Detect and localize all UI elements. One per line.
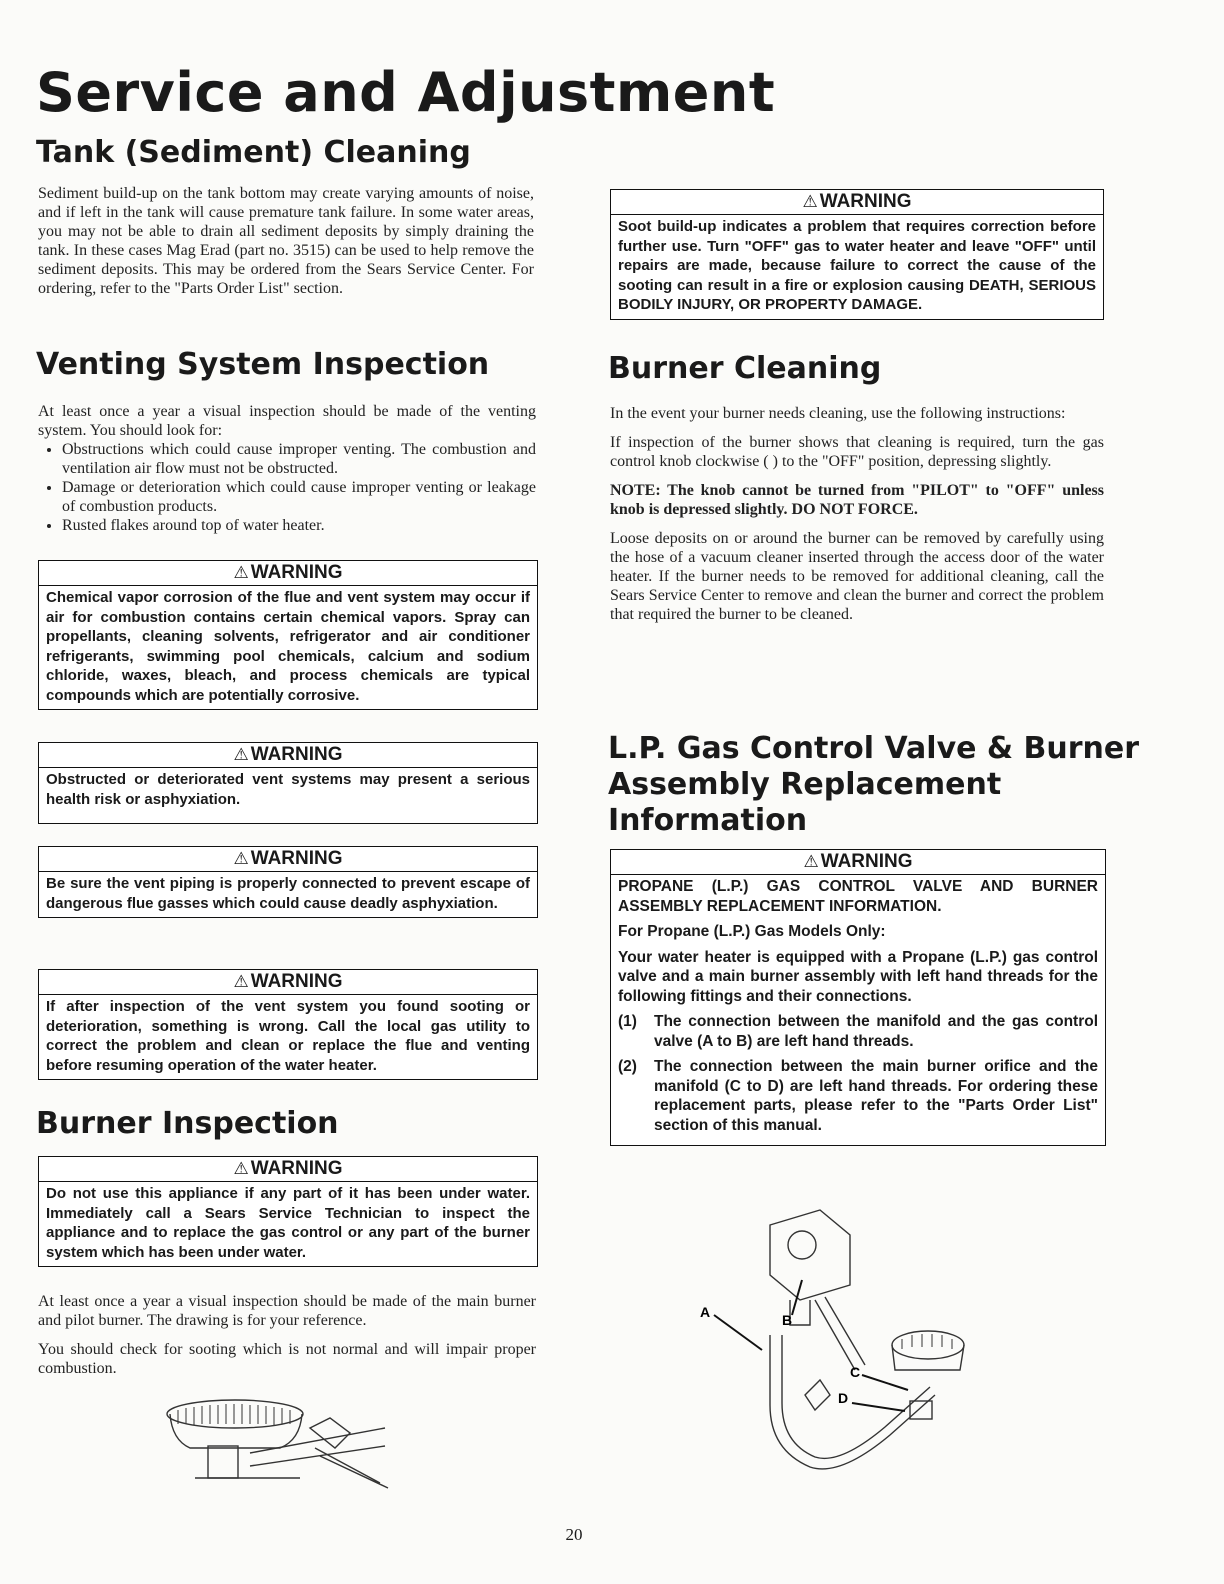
lp-heading-line: Information [608,803,808,838]
burner-inspection-text [38,1292,536,1388]
warning-triangle-icon: ⚠ [233,563,249,582]
warning-box-obstructed [38,742,538,824]
label-a: A [700,1304,711,1320]
page-title: Service and Adjustment [36,61,776,124]
warning-label: WARNING [819,191,912,212]
venting-intro: At least once a year a visual inspection should be made of the venting system. You should look for: [38,403,536,439]
warning-triangle-icon: ⚠ [233,745,249,764]
warning-header [39,970,537,995]
burner-cleaning-p3: Loose deposits on or around the burner can be removed by carefully using the hose of a vacuum cleaner inserted through the access door of the water heater. If the burner needs to be removed for additional cleaning, call the Sears Service Center to remove and clean the burner and correct the problem that required the burner to be cleaned. [610,530,1104,623]
warning-label: WARNING [250,1158,343,1179]
lp-heading-line: Assembly Replacement [608,767,1002,802]
propane-body: Your water heater is equipped with a Propane (L.P.) gas control valve and a main burner assembly with left hand threads for the following fittings and their connections. [618,948,1098,1005]
warning-text: Do not use this appliance if any part of it has been under water. Immediately call a Sears Service Technician to inspect the appliance and to replace the gas control or any part of the burner system which has been under water. [46,1185,530,1261]
warning-header [39,743,537,768]
label-c: C [850,1364,861,1380]
venting-section [38,402,536,535]
item-text: The connection between the main burner orifice and the manifold (C to D) are left hand threads. For ordering these replacement parts, please refer to the "Parts Order List" section of this manual. [654,1058,1098,1134]
warning-triangle-icon: ⚠ [803,852,819,871]
gas-valve-diagram [690,1205,990,1495]
warning-label: WARNING [250,744,343,765]
list-item: • Rusted flakes around top of water heater. [62,516,536,535]
warning-box-soot [610,189,1104,320]
burner-cleaning-heading: Burner Cleaning [608,351,882,386]
warning-header [611,850,1105,875]
warning-box-chemical [38,560,538,710]
burner-inspection-p1: At least once a year a visual inspection should be made of the main burner and pilot burner. The drawing is for your reference. [38,1293,536,1329]
list-item: • Damage or deterioration which could cause improper venting or leakage of combustion products. [62,478,536,516]
burner-cleaning-note: NOTE: The knob cannot be turned from "PILOT" to "OFF" unless knob is depressed slightly. DO NOT FORCE. [610,482,1104,518]
warning-label: WARNING [820,851,913,872]
burner-drawing [150,1388,400,1498]
burner-inspection-p2: You should check for sooting which is not normal and will impair proper combustion. [38,1341,536,1377]
item-number: (1) [618,1013,637,1030]
list-item [618,1012,1098,1051]
warning-text: If after inspection of the vent system you found sooting or deterioration, something is wrong. Call the local gas utility to correct the problem and clean or replace the flue and venting before resuming operation of the water heater. [46,998,530,1074]
warning-text: Soot build-up indicates a problem that requires correction before further use. Turn "OFF" gas to water heater and leave "OFF" until repairs are made, because failure to correct the cause of the sooting can result in a fire or explosion causing DEATH, SERIOUS BODILY INJURY, OR PROPERTY DAMAGE. [618,218,1096,313]
label-d: D [838,1390,849,1406]
venting-heading: Venting System Inspection [36,347,490,382]
warning-text: Be sure the vent piping is properly connected to prevent escape of dangerous flue gasses which could cause deadly asphyxiation. [46,875,530,912]
lp-heading [608,731,1139,839]
warning-triangle-icon: ⚠ [802,192,818,211]
warning-box-sooting-found [38,969,538,1080]
warning-triangle-icon: ⚠ [233,972,249,991]
lp-heading-line: L.P. Gas Control Valve & Burner [608,731,1140,766]
list-item [618,1057,1098,1135]
burner-inspection-heading: Burner Inspection [36,1106,339,1141]
warning-label: WARNING [250,848,343,869]
item-number: (2) [618,1058,637,1075]
warning-header [39,847,537,872]
burner-cleaning-p1: In the event your burner needs cleaning, use the following instructions: [610,405,1066,422]
tank-cleaning-heading: Tank (Sediment) Cleaning [36,135,471,170]
propane-title: PROPANE (L.P.) GAS CONTROL VALVE AND BURNER ASSEMBLY REPLACEMENT INFORMATION. [618,878,1098,915]
propane-warning-content [611,875,1105,1145]
warning-box-propane [610,849,1106,1146]
warning-triangle-icon: ⚠ [233,1159,249,1178]
warning-triangle-icon: ⚠ [233,849,249,868]
warning-box-water [38,1156,538,1267]
warning-box-vent-piping [38,846,538,918]
page-number: 20 [565,1525,583,1544]
label-b: B [782,1312,793,1328]
warning-header [39,561,537,586]
item-text: The connection between the manifold and the gas control valve (A to B) are left hand threads. [654,1013,1098,1050]
list-item: • Obstructions which could cause improper venting. The combustion and ventilation air flow must not be obstructed. [62,440,536,478]
warning-label: WARNING [250,562,343,583]
warning-text: Chemical vapor corrosion of the flue and vent system may occur if air for combustion contains certain chemical vapors. Spray can propellants, cleaning solvents, refrigerator and air conditioner refrigerants, swimming pool chemicals, calcium and sodium chloride, waxes, bleach, and process chemicals are typical compounds which are potentially corrosive. [46,589,530,704]
tank-cleaning-text: Sediment build-up on the tank bottom may create varying amounts of noise, and if left in the tank will cause premature tank failure. In some water areas, you may not be able to drain all sediment deposits by simply draining the tank. In these cases Mag Erad (part no. 3515) can be used to help remove the sediment deposits. This may be ordered from the Sears Service Center. For ordering, refer to the "Parts Order List" section. [38,185,534,297]
warning-header [39,1157,537,1182]
warning-label: WARNING [250,971,343,992]
warning-header [611,190,1103,215]
burner-cleaning-text [610,404,1104,634]
propane-models: For Propane (L.P.) Gas Models Only: [618,923,886,940]
burner-cleaning-p2: If inspection of the burner shows that cleaning is required, turn the gas control knob clockwise ( ) to the "OFF" position, depressing slightly. [610,434,1104,470]
warning-text: Obstructed or deteriorated vent systems may present a serious health risk or asphyxiation. [46,771,530,808]
venting-checklist [38,440,536,535]
